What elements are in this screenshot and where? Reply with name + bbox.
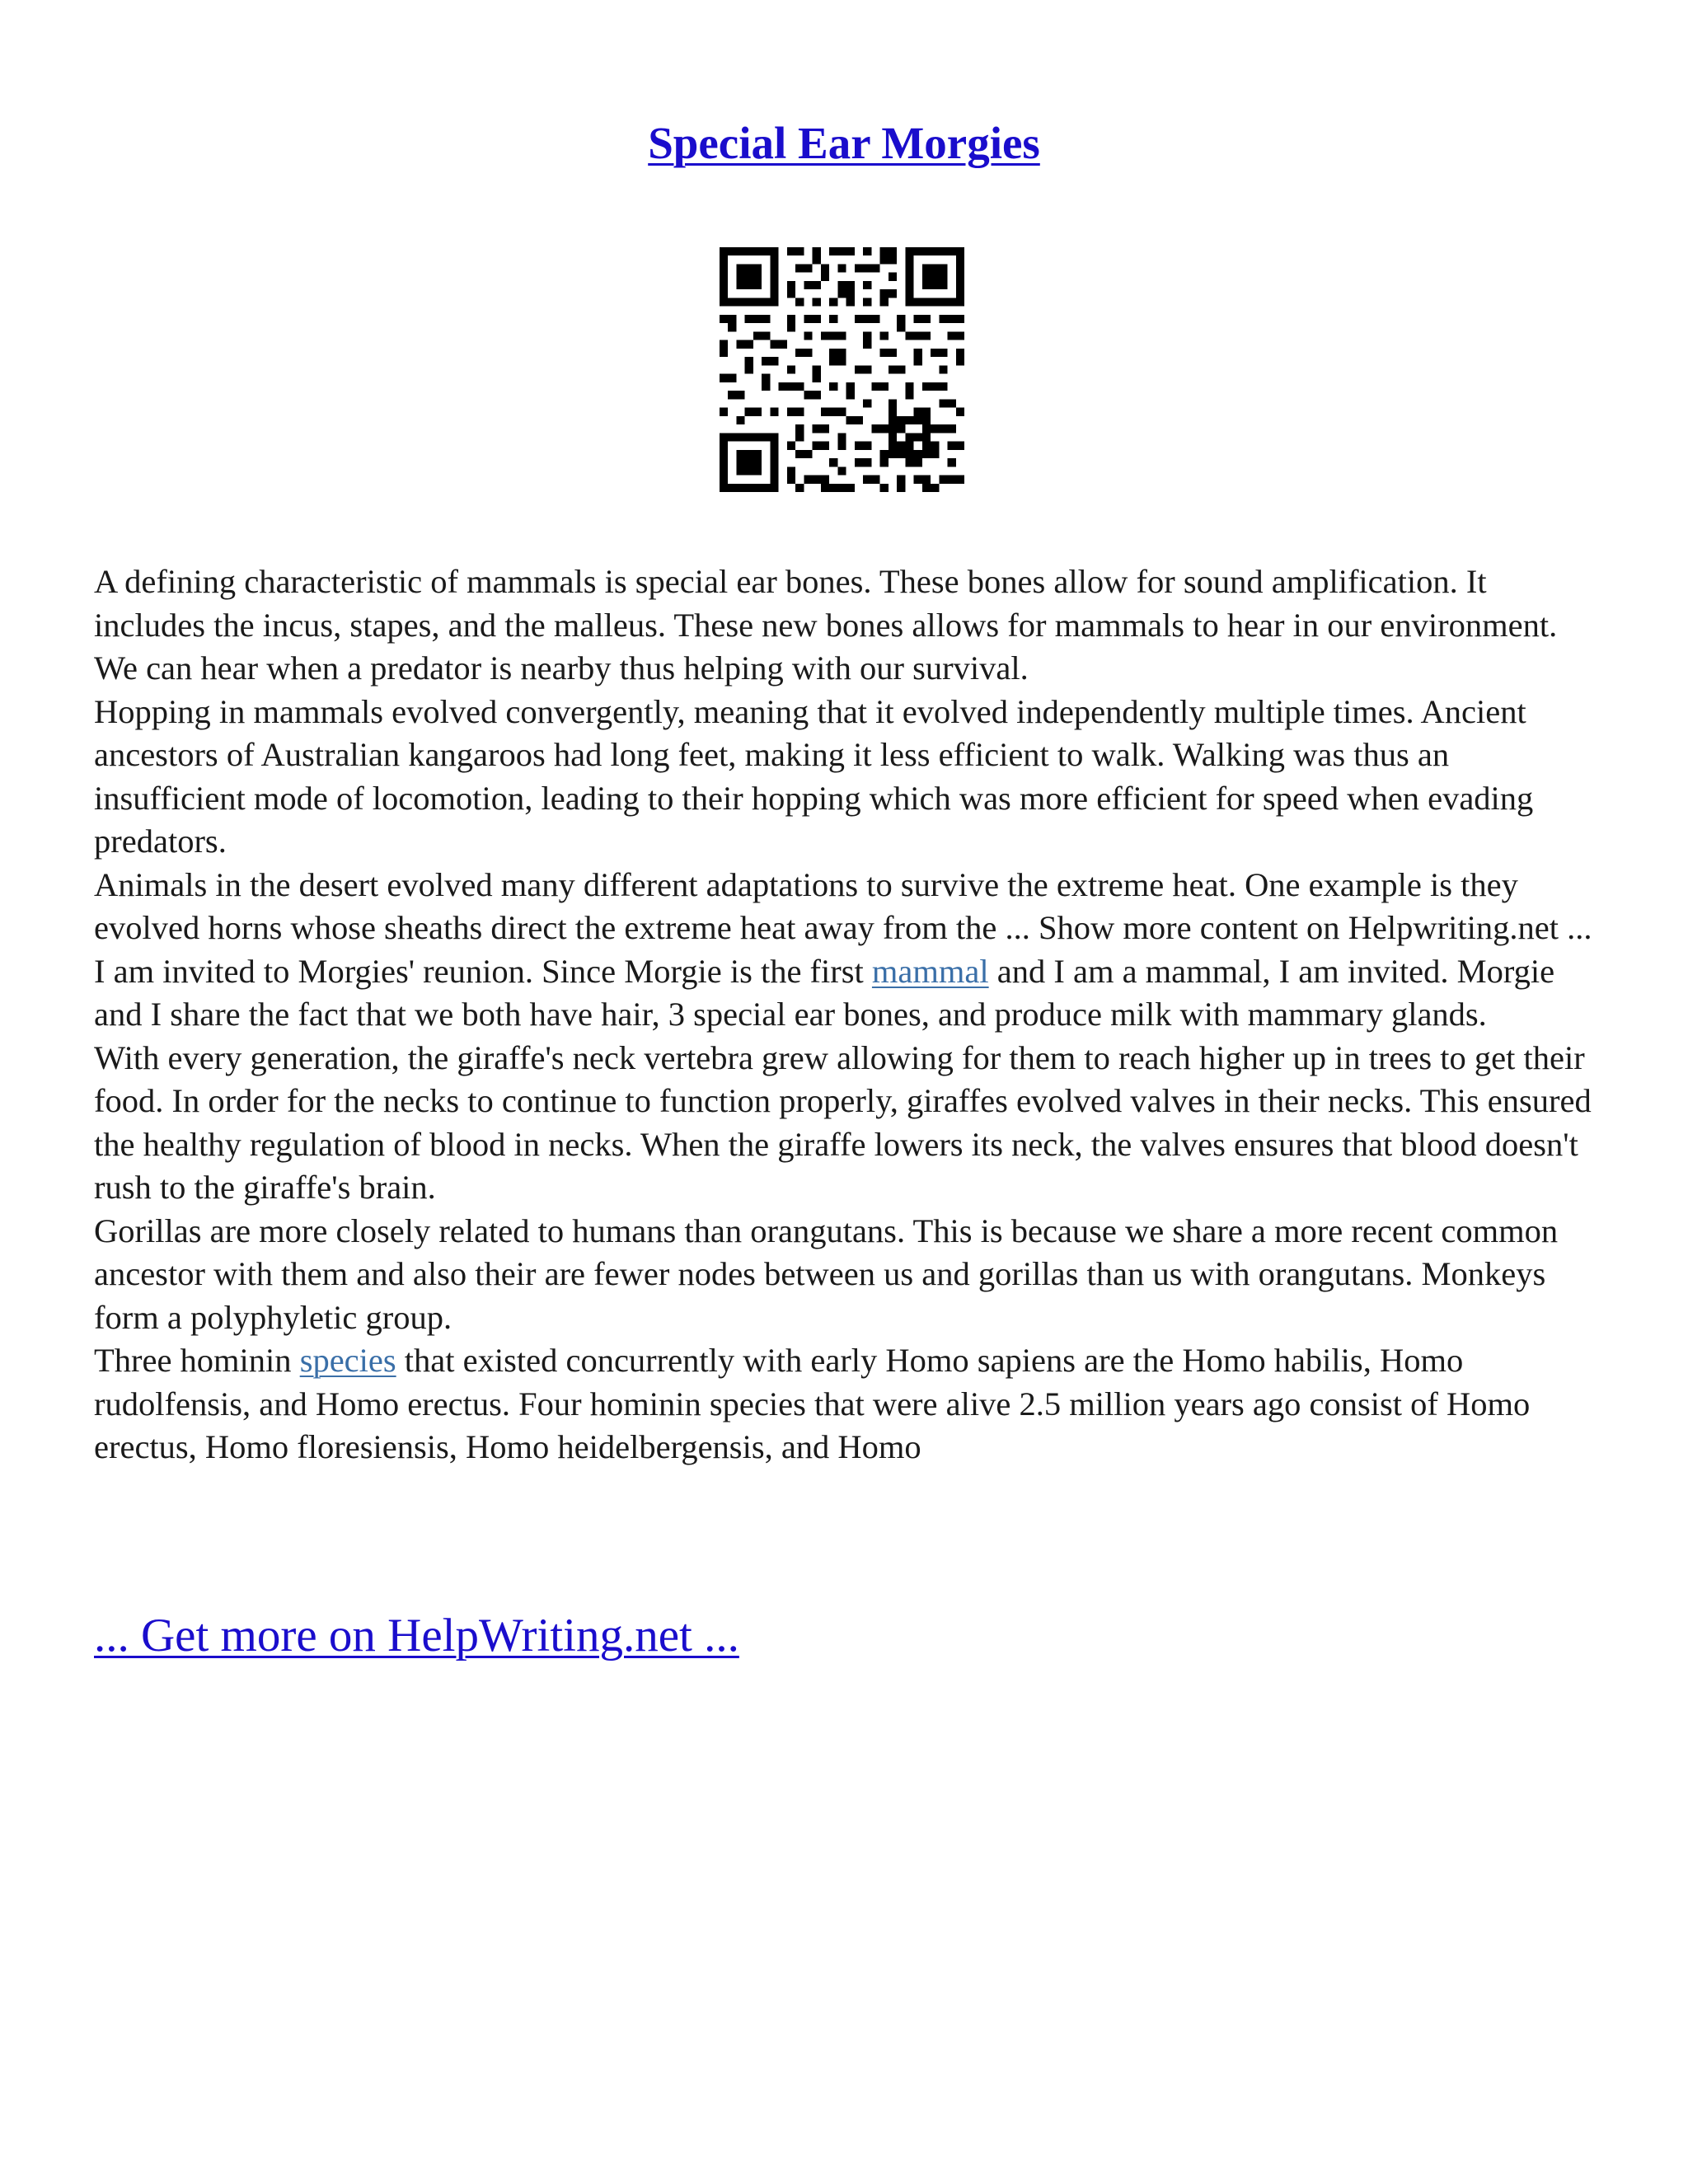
page-title bbox=[0, 114, 1688, 173]
paragraph: Hopping in mammals evolved convergently, meaning that it evolved independently multiple times. Ancient ancestors of Australian kangaroos had long feet, making it less efficient to walk. Walking was thus an insufficient mode of locomotion, leading to their hopping which was more efficient for speed when evading predators. bbox=[94, 692, 1534, 860]
paragraph-text: Three hominin bbox=[94, 1342, 300, 1379]
species-link[interactable]: species bbox=[299, 1342, 396, 1379]
paragraph bbox=[94, 1339, 1602, 1469]
title-link[interactable]: Special Ear Morgies bbox=[648, 118, 1040, 168]
paragraph: Animals in the desert evolved many different adaptations to survive the extreme heat. One example is they evolved horns whose sheaths direct the extreme heat away from the ... Show more content on Helpwriting.net ... bbox=[94, 865, 1592, 946]
paragraph: With every generation, the giraffe's neck vertebra grew allowing for them to reach higher up in trees to get their food. In order for the necks to continue to function properly, giraffes evolved valves in their necks. This ensured the healthy regulation of blood in necks. When the giraffe lowers its neck, the valves ensures that blood doesn't rush to the giraffe's brain. bbox=[94, 1038, 1592, 1206]
paragraph bbox=[94, 950, 1602, 1037]
paragraph-text: and I am a mammal, I am invited. Morgie and I share the fact that we both have hair, 3 special ear bones, and produce milk with mammary glands. bbox=[94, 952, 1555, 1033]
get-more-container bbox=[94, 1607, 739, 1665]
paragraph: Gorillas are more closely related to humans than orangutans. This is because we share a more recent common ancestor with them and also their are fewer nodes between us and gorillas than us with orangutans. Monkeys form a polyphyletic group. bbox=[94, 1212, 1559, 1336]
paragraph: A defining characteristic of mammals is special ear bones. These bones allow for sound amplification. It includes the incus, stapes, and the malleus. These new bones allows for mammals to hear in our environment. We can hear when a predator is nearby thus helping with our survival. bbox=[94, 563, 1558, 687]
paragraph-text: that existed concurrently with early Homo sapiens are the Homo habilis, Homo rudolfensis, and Homo erectus. Four hominin species that were alive 2.5 million years ago consist of Homo erectus, Homo floresiensis, Homo heidelbergensis, and Homo bbox=[94, 1342, 1531, 1465]
paragraph-text: I am invited to Morgies' reunion. Since Morgie is the first bbox=[94, 952, 872, 990]
qr-code-icon bbox=[720, 247, 964, 492]
article-body bbox=[94, 560, 1602, 1469]
mammal-link[interactable]: mammal bbox=[871, 952, 989, 990]
get-more-link[interactable]: ... Get more on HelpWriting.net ... bbox=[94, 1610, 739, 1661]
